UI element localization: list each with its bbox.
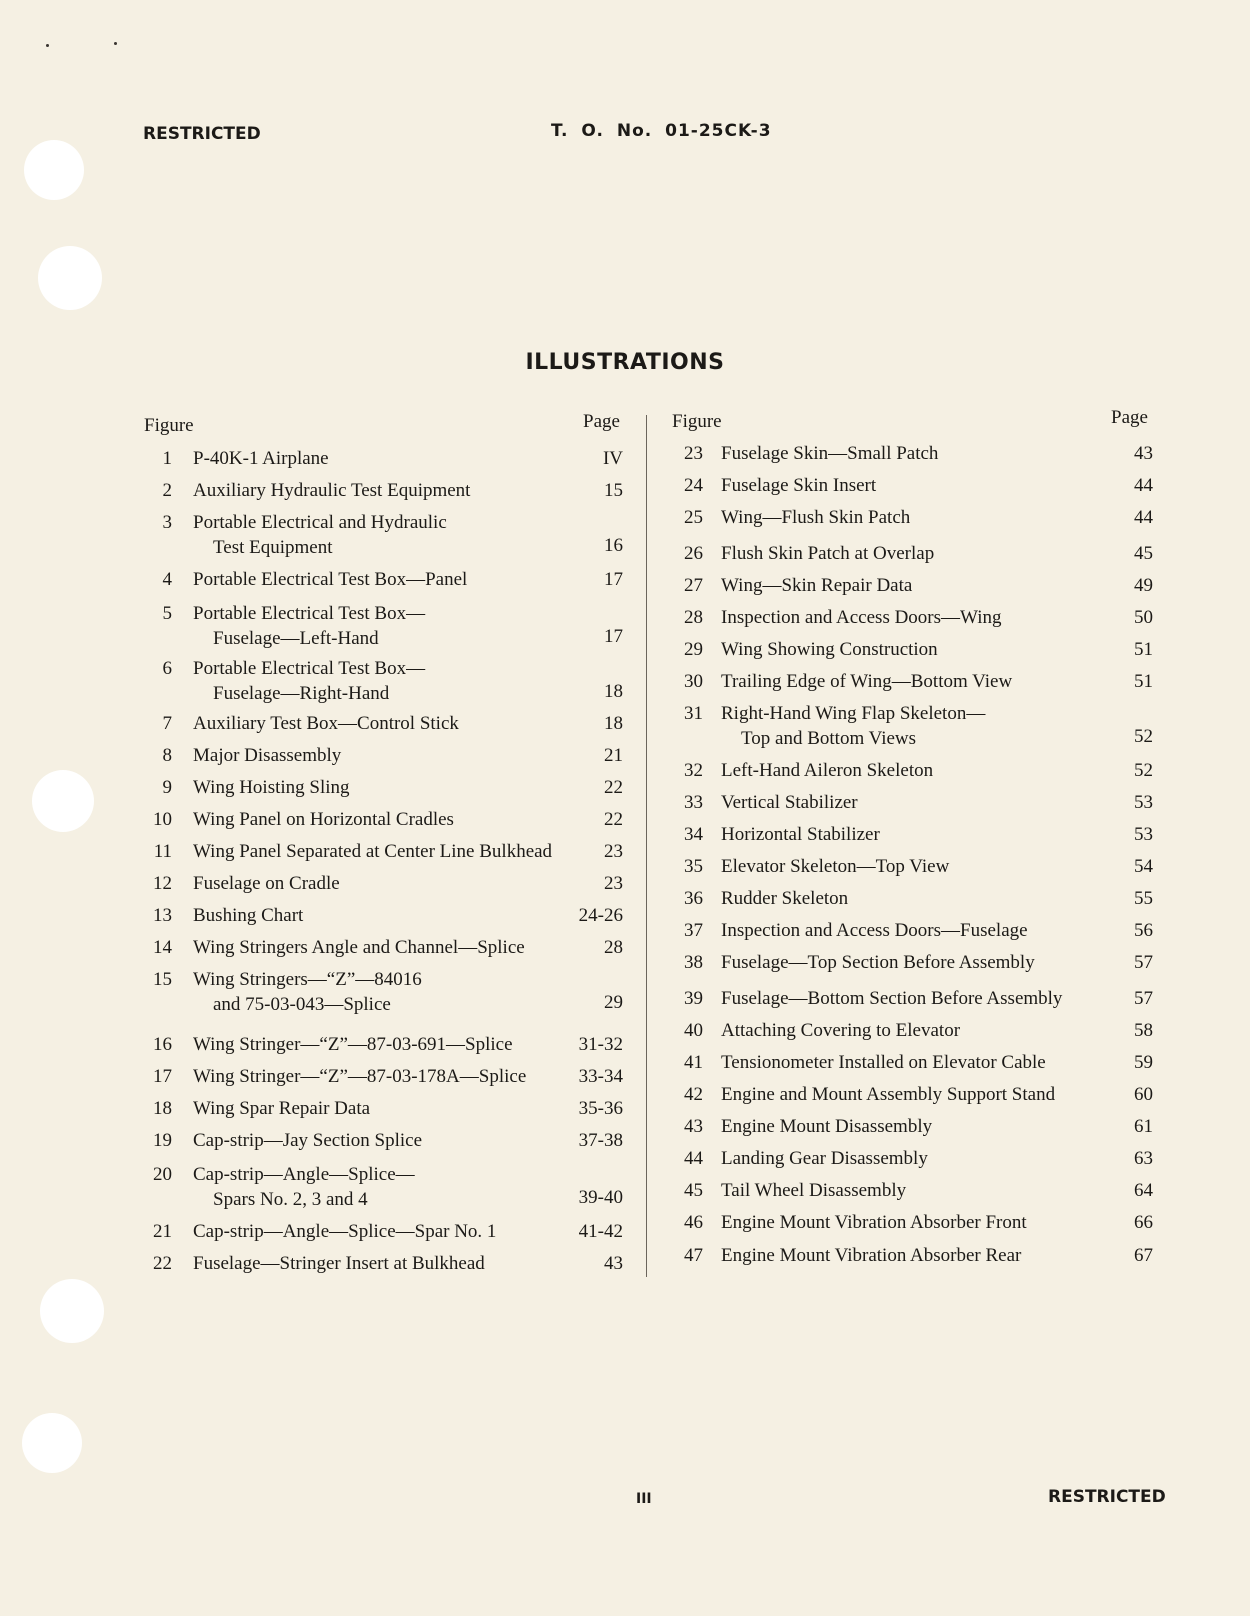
figure-number: 45 [684,1180,703,1201]
figure-number: 5 [162,603,172,624]
figure-page: 44 [1134,475,1153,496]
figure-page: 24-26 [578,905,623,926]
figure-title: Tensionometer Installed on Elevator Cable [721,1052,1046,1073]
figure-title: Right-Hand Wing Flap Skeleton— [721,703,986,724]
figure-page: 28 [604,937,623,958]
figure-title: Cap-strip—Jay Section Splice [193,1130,423,1151]
figure-number: 20 [153,1164,172,1185]
figure-number: 1 [162,448,172,469]
figure-page: 50 [1134,607,1153,628]
figure-title: Auxiliary Hydraulic Test Equipment [193,480,471,501]
figure-number: 8 [162,745,172,766]
figure-title: Wing Panel on Horizontal Cradles [193,809,454,830]
figure-title: Tail Wheel Disassembly [721,1180,907,1201]
figure-number: 4 [162,569,172,590]
figure-page: 53 [1134,824,1153,845]
figure-title: Engine Mount Disassembly [721,1116,933,1137]
figure-number: 46 [684,1212,703,1233]
figure-title: Wing Hoisting Sling [193,777,350,798]
figure-title: Left-Hand Aileron Skeleton [721,760,934,781]
figure-title-continued: Spars No. 2, 3 and 4 [213,1189,368,1210]
figure-number: 40 [684,1020,703,1041]
figure-title: P-40K-1 Airplane [193,448,329,469]
figure-title: Engine Mount Vibration Absorber Rear [721,1245,1022,1266]
figure-title: Portable Electrical Test Box— [193,603,426,624]
speck [46,44,49,47]
left-figure-header: Figure [144,415,194,436]
figure-number: 15 [153,969,172,990]
figure-page: 64 [1134,1180,1153,1201]
figure-page: 67 [1134,1245,1153,1266]
figure-page: 35-36 [578,1098,623,1119]
speck [114,42,117,45]
figure-number: 42 [684,1084,703,1105]
figure-title: Wing Panel Separated at Center Line Bulkhead [193,841,553,862]
figure-page: 37-38 [578,1130,623,1151]
figure-number: 37 [684,920,703,941]
figure-number: 17 [153,1066,172,1087]
figure-number: 47 [684,1245,703,1266]
figure-page: 54 [1134,856,1153,877]
figure-page: 29 [604,992,623,1013]
figure-title: Landing Gear Disassembly [721,1148,928,1169]
figure-title: Fuselage—Top Section Before Assembly [721,952,1035,973]
figure-number: 39 [684,988,703,1009]
figure-number: 18 [153,1098,172,1119]
figure-title-continued: Test Equipment [213,537,333,558]
figure-number: 32 [684,760,703,781]
figure-number: 11 [153,841,172,862]
figure-page: 45 [1134,543,1153,564]
figure-title: Fuselage Skin Insert [721,475,877,496]
figure-page: 51 [1134,671,1153,692]
figure-page: 57 [1134,988,1153,1009]
figure-number: 6 [162,658,172,679]
figure-number: 29 [684,639,703,660]
figure-title: Flush Skin Patch at Overlap [721,543,935,564]
figure-number: 35 [684,856,703,877]
right-page-header: Page [1111,407,1148,428]
figure-page: 58 [1134,1020,1153,1041]
figure-page: 59 [1134,1052,1153,1073]
figure-title-continued: Fuselage—Right-Hand [213,683,390,704]
left-page-header: Page [583,411,620,432]
figure-page: 66 [1134,1212,1153,1233]
binder-hole [32,770,94,832]
figure-number: 33 [684,792,703,813]
figure-page: 22 [604,777,623,798]
figure-number: 31 [684,703,703,724]
figure-title: Portable Electrical Test Box— [193,658,426,679]
figure-title: Bushing Chart [193,905,304,926]
figure-title: Vertical Stabilizer [721,792,858,813]
figure-page: 43 [1134,443,1153,464]
figure-title: Engine and Mount Assembly Support Stand [721,1084,1056,1105]
binder-hole [22,1413,82,1473]
figure-title: Elevator Skeleton—Top View [721,856,950,877]
figure-title: Fuselage—Bottom Section Before Assembly [721,988,1063,1009]
figure-page: 44 [1134,507,1153,528]
figure-page: 31-32 [578,1034,623,1055]
figure-page: 22 [604,809,623,830]
figure-title: Wing—Flush Skin Patch [721,507,911,528]
figure-page: 53 [1134,792,1153,813]
figure-page: 23 [604,841,623,862]
figure-page: 17 [604,569,623,590]
figure-title: Wing Spar Repair Data [193,1098,371,1119]
figure-title: Wing Showing Construction [721,639,938,660]
figure-title: Fuselage Skin—Small Patch [721,443,939,464]
figure-page: 17 [604,626,623,647]
figure-title: Fuselage on Cradle [193,873,340,894]
binder-hole [24,140,84,200]
figure-number: 2 [162,480,172,501]
column-divider [646,415,647,1277]
figure-number: 26 [684,543,703,564]
figure-page: 41-42 [578,1221,623,1242]
figure-title: Engine Mount Vibration Absorber Front [721,1212,1027,1233]
figure-number: 41 [684,1052,703,1073]
figure-page: 49 [1134,575,1153,596]
figure-page: 18 [604,681,623,702]
figure-page: 16 [604,535,623,556]
figure-page: 43 [604,1253,623,1274]
figure-page: 56 [1134,920,1153,941]
page-title: ILLUSTRATIONS [525,350,725,375]
figure-page: IV [602,448,623,469]
figure-title: Portable Electrical and Hydraulic [193,512,447,533]
figure-title: Attaching Covering to Elevator [721,1020,961,1041]
figure-title: Wing Stringers—“Z”—84016 [193,969,422,990]
figure-title-continued: and 75-03-043—Splice [213,994,391,1015]
page-number: III [636,1491,652,1507]
figure-title: Wing Stringer—“Z”—87-03-691—Splice [193,1034,513,1055]
figure-page: 33-34 [578,1066,623,1087]
figure-page: 23 [604,873,623,894]
figure-page: 52 [1134,726,1153,747]
figure-number: 13 [153,905,172,926]
figure-page: 61 [1134,1116,1153,1137]
figure-number: 44 [684,1148,703,1169]
figure-number: 21 [153,1221,172,1242]
figure-page: 57 [1134,952,1153,973]
figure-title: Cap-strip—Angle—Splice— [193,1164,415,1185]
figure-title: Inspection and Access Doors—Fuselage [721,920,1028,941]
figure-title: Major Disassembly [193,745,342,766]
figure-title: Horizontal Stabilizer [721,824,880,845]
figure-page: 52 [1134,760,1153,781]
figure-number: 43 [684,1116,703,1137]
figure-number: 16 [153,1034,172,1055]
figure-number: 23 [684,443,703,464]
figure-number: 3 [162,512,172,533]
figure-title: Rudder Skeleton [721,888,849,909]
figure-number: 19 [153,1130,172,1151]
figure-number: 24 [684,475,703,496]
figure-title: Auxiliary Test Box—Control Stick [193,713,459,734]
figure-page: 60 [1134,1084,1153,1105]
right-figure-header: Figure [672,411,722,432]
figure-title: Wing Stringer—“Z”—87-03-178A—Splice [193,1066,527,1087]
figure-title-continued: Fuselage—Left-Hand [213,628,379,649]
figure-title: Wing Stringers Angle and Channel—Splice [193,937,525,958]
figure-page: 15 [604,480,623,501]
figure-page: 18 [604,713,623,734]
figure-number: 27 [684,575,703,596]
binder-hole [40,1279,104,1343]
figure-number: 9 [162,777,172,798]
figure-number: 28 [684,607,703,628]
figure-page: 55 [1134,888,1153,909]
figure-title: Fuselage—Stringer Insert at Bulkhead [193,1253,485,1274]
figure-number: 10 [153,809,172,830]
figure-title-continued: Top and Bottom Views [741,728,917,749]
figure-page: 51 [1134,639,1153,660]
figure-title: Wing—Skin Repair Data [721,575,913,596]
figure-page: 39-40 [578,1187,623,1208]
figure-number: 36 [684,888,703,909]
figure-number: 34 [684,824,703,845]
figure-number: 12 [153,873,172,894]
figure-title: Portable Electrical Test Box—Panel [193,569,468,590]
figure-title: Trailing Edge of Wing—Bottom View [721,671,1013,692]
classification-header: RESTRICTED [143,124,261,144]
document-number: T. O. No. 01-25CK-3 [551,121,772,141]
figure-number: 14 [153,937,172,958]
figure-title: Cap-strip—Angle—Splice—Spar No. 1 [193,1221,497,1242]
figure-number: 25 [684,507,703,528]
figure-page: 63 [1134,1148,1153,1169]
figure-number: 30 [684,671,703,692]
figure-number: 22 [153,1253,172,1274]
classification-footer: RESTRICTED [1048,1487,1166,1507]
figure-title: Inspection and Access Doors—Wing [721,607,1002,628]
figure-number: 7 [162,713,172,734]
figure-number: 38 [684,952,703,973]
figure-page: 21 [604,745,623,766]
binder-hole [38,246,102,310]
